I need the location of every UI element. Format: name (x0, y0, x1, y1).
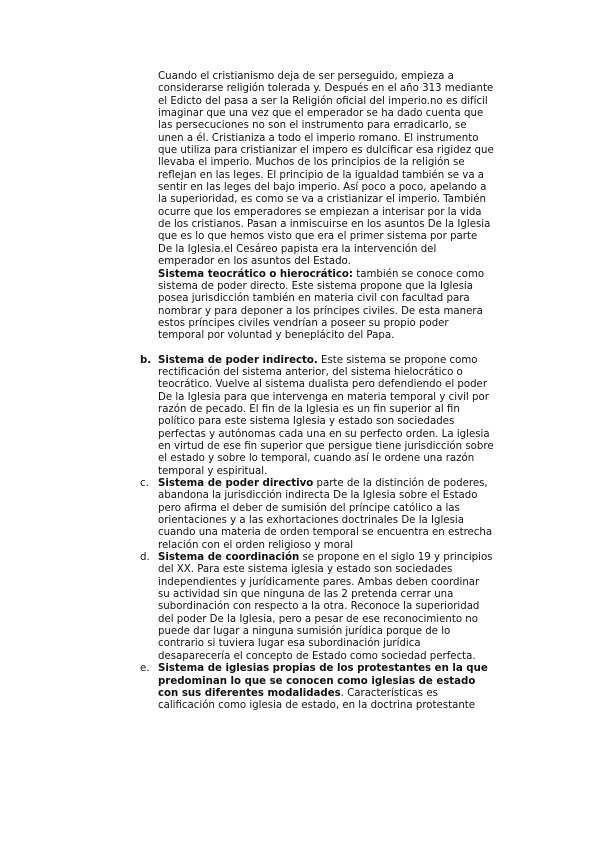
list-item-text: parte de la distinción de poderes, abandona la jurisdicción indirecta De la Iglesia sobre el Estado pero afirma el deber de sumisión del príncipe católico a las orientaciones y a las exhortaciones doctrinales De la Iglesia cuando una materia de orden temporal se encuentra en estrecha relación con el orden religioso y moral (158, 478, 493, 551)
list-marker: b. (140, 354, 152, 366)
teocratico-title: Sistema teocrático o hierocrático: (158, 268, 354, 280)
list-item-e (140, 663, 494, 712)
list-item-c (140, 478, 494, 552)
list-item-d (140, 552, 494, 663)
intro-paragraph: Cuando el cristianismo deja de ser perseguido, empieza a considerarse religión tolerada y. Después en el año 313 mediante el Edicto del pasa a ser la Religión oficial del imperio.no es difícil imaginar que una vez que el emperador se ha dado cuenta que las persecuciones no son el instrumento para erradicarlo, se unen a él. Cristianiza a todo el imperio romano. El instrumento que utiliza para cristianizar el impero es dulcificar esa rigidez que llevaba el imperio. Muchos de los principios de la religión se reflejan en las leges. El principio de la igualdad también se va a sentir en las leges del bajo imperio. Así poco a poco, apelando a la superioridad, es como se va a cristianizar el imperio. También ocurre que los emperadores se empiezan a interisar por la vida de los cristianos. Pasan a inmiscuirse en los asuntos De la Iglesia que es lo que hemos visto que era el primer sistema por parte De la Iglesia.el Cesáreo papista era la intervención del emperador en los asuntos del Estado. (158, 71, 494, 268)
list-item-text: Este sistema se propone como rectificación del sistema anterior, del sistema hielocrático o teocrático. Vuelve al sistema dualista pero defendiendo el poder De la Iglesia para que intervenga en materia temporal y civil por razón de pecado. El fin de la Iglesia es un fin superior al fin político para este sistema Iglesia y estado son sociedades perfectas y autónomas cada una en su perfecto orden. La iglesia en virtud de ese fin superior que persigue tiene jurisdicción sobre el estado y sobre lo temporal, cuando así le ordene una razón temporal y espiritual. (158, 354, 494, 477)
list-item-title: Sistema de coordinación (158, 552, 300, 564)
list-item-title: Sistema de poder directivo (158, 478, 314, 489)
list-marker: c. (140, 478, 149, 489)
section-gap (158, 343, 494, 355)
list-item-title: Sistema de iglesias propias de los protestantes en la que predominan lo que se conocen como iglesias de estado con sus diferentes modalidades (158, 663, 488, 699)
list-item-text: se propone en el siglo 19 y principios del XX. Para este sistema iglesia y estado son sociedades independientes y jurídicamente pares. Ambas deben coordinar su actividad sin que ninguna de las 2 pretenda cerrar una subordinación con respecto a la otra. Reconoce la superioridad del poder De la Iglesia, pero a pesar de ese reconocimiento no puede dar lugar a ninguna sumisión jurídica porque de lo contrario si tuviera lugar esa subordinación jurídica desaparecería el concepto de Estado como sociedad perfecta. (158, 552, 493, 662)
list-item-text: . Características es calificación como iglesia de estado, en la doctrina protestante (158, 687, 476, 712)
teocratico-text: también se conoce como sistema de poder directo. Este sistema propone que la Iglesia posea jurisdicción también en materia civil con facultad para nombrar y para deponer a los príncipes civiles. De esta manera estos príncipes civiles vendrían a poseer su propio poder temporal por voluntad y beneplácito del Papa. (158, 268, 485, 342)
list-item-b (140, 354, 494, 478)
list-item-title: Sistema de poder indirecto. (158, 354, 318, 366)
document-body (140, 71, 494, 713)
list-marker: d. (140, 552, 150, 564)
teocratico-paragraph (158, 269, 494, 343)
list-marker: e. (140, 663, 150, 675)
